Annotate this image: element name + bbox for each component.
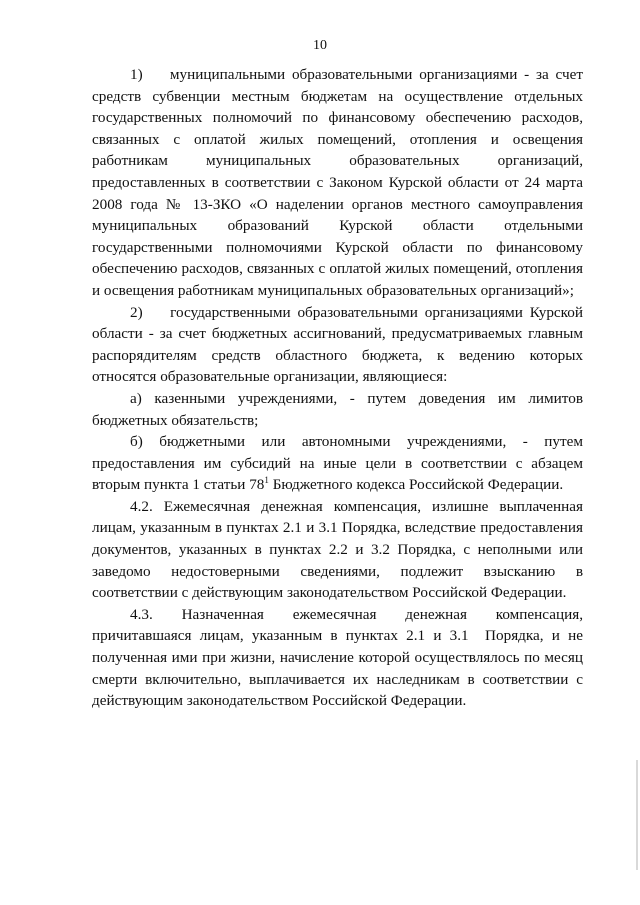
article-superscript: 1 xyxy=(264,475,269,486)
paragraph-item-1: 1) муниципальными образовательными организациями - за счет средств субвенции местным бюджетам на осуществление отдельных государственных полномочий по финансовому обеспечению расходов, связанных с оплатой жилых помещений, отопления и освещения работникам муниципальных образовательных организаций, предоставленных в соответствии с Законом Курской области от 24 марта 2008 года № 13-ЗКО «О наделении органов местного самоуправления муниципальных образований Курской области отдельными государственными полномочиями Курской области по финансовому обеспечению расходов, связанных с оплатой жилых помещений, отопления и освещения работникам муниципальных образовательных организаций»; xyxy=(92,66,583,299)
paragraph-subitem-b-text: б) бюджетными или автономными учреждениями, - путем предоставления им субсидий на иные цели в соответствии с абзацем вторым пункта 1 статьи 78 xyxy=(92,433,583,494)
paragraph-4-2: 4.2. Ежемесячная денежная компенсация, излишне выплаченная лицам, указанным в пунктах 2.1 и 3.1 Порядка, вследствие предоставления документов, указанных в пунктах 2.2 и 3.2 Порядка, с неполными или заведомо недостоверными сведениями, подлежит взысканию в соответствии с действующим законодательством Российской Федерации. xyxy=(92,497,583,602)
paragraph-subitem-b-tail: Бюджетного кодекса Российской Федерации. xyxy=(268,476,564,494)
document-body xyxy=(92,64,583,712)
paragraph-item-2: 2) государственными образовательными организациями Курской области - за счет бюджетных ассигнований, предусматриваемых главным распорядителям средств областного бюджета, к ведению которых относятся образовательные организации, являющиеся: xyxy=(92,303,583,386)
paragraph-4-3: 4.3. Назначенная ежемесячная денежная компенсация, причитавшаяся лицам, указанным в пунктах 2.1 и 3.1 Порядка, и не полученная ими при жизни, начисление которой осуществлялось по месяц смерти включительно, выплачивается их наследникам в соответствии с действующим законодательством Российской Федерации. xyxy=(92,605,583,710)
scan-edge-mark xyxy=(636,760,638,870)
paragraph-subitem-b xyxy=(92,431,583,496)
paragraph-subitem-a: а) казенными учреждениями, - путем доведения им лимитов бюджетных обязательств; xyxy=(92,389,583,429)
page-number: 10 xyxy=(313,38,327,53)
